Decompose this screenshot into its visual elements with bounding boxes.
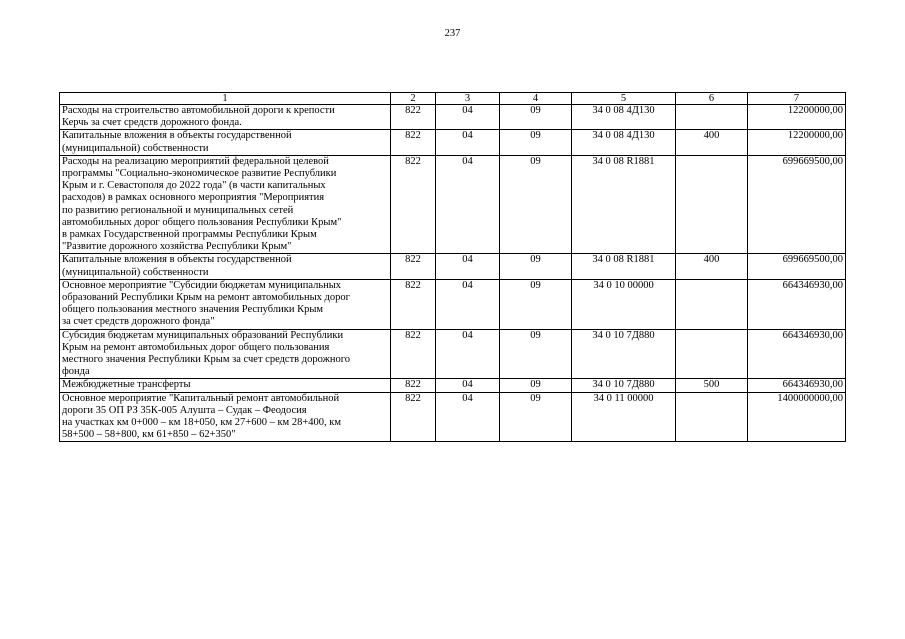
expense-type-cell: 500 [676, 379, 748, 392]
row-name-cell [60, 392, 391, 442]
row-name-cell [60, 279, 391, 329]
section-cell: 04 [436, 379, 500, 392]
target-article-cell: 34 0 11 00000 [572, 392, 676, 442]
subsection-cell: 09 [500, 130, 572, 155]
row-name-line: общего пользования местного значения Республики Крым [62, 304, 324, 316]
row-name-line: Капитальные вложения в объекты государственной [62, 130, 292, 142]
subsection-cell: 09 [500, 279, 572, 329]
row-name-line: расходов) в рамках основного мероприятия "Мероприятия [62, 192, 325, 204]
row-name-line: по развитию региональной и муниципальных сетей [62, 204, 294, 216]
row-name-line: Межбюджетные трансферты [62, 379, 191, 391]
row-name-line: автомобильных дорог общего пользования Республики Крым" [62, 216, 342, 228]
expense-type-cell [676, 105, 748, 130]
section-cell: 04 [436, 105, 500, 130]
main-code-cell: 822 [391, 392, 436, 442]
row-name-line: "Развитие дорожного хозяйства Республики Крым" [62, 241, 292, 253]
table-row [60, 254, 846, 279]
target-article-cell: 34 0 08 R1881 [572, 155, 676, 254]
subsection-cell: 09 [500, 105, 572, 130]
table-row [60, 155, 846, 254]
target-article-cell: 34 0 08 R1881 [572, 254, 676, 279]
row-name-line: 58+500 – 58+800, км 61+850 – 62+350" [62, 429, 236, 441]
row-name-cell [60, 155, 391, 254]
header-cell: 6 [676, 93, 748, 105]
row-name-line: за счет средств дорожного фонда" [62, 316, 215, 328]
row-name-line: Крым на ремонт автомобильных дорог общего пользования [62, 341, 330, 353]
row-name-line: программы "Социально-экономическое развитие Республики [62, 168, 337, 180]
section-cell: 04 [436, 254, 500, 279]
row-name-line: Расходы на реализацию мероприятий федеральной целевой [62, 155, 329, 167]
amount-cell: 699669500,00 [748, 254, 846, 279]
row-name-line: Керчь за счет средств дорожного фонда. [62, 117, 242, 129]
amount-cell: 664346930,00 [748, 329, 846, 379]
header-cell: 1 [60, 93, 391, 105]
main-code-cell: 822 [391, 279, 436, 329]
row-name-line: Субсидия бюджетам муниципальных образований Республики [62, 329, 344, 341]
table-row [60, 392, 846, 442]
expense-type-cell [676, 155, 748, 254]
section-cell: 04 [436, 155, 500, 254]
table-row [60, 130, 846, 155]
subsection-cell: 09 [500, 155, 572, 254]
row-name-line: фонда [62, 366, 90, 378]
row-name-line: Капитальные вложения в объекты государственной [62, 254, 292, 266]
amount-cell: 12200000,00 [748, 130, 846, 155]
row-name-line: дороги 35 ОП РЗ 35К-005 Алушта – Судак – Феодосия [62, 404, 307, 416]
row-name-line: в рамках Государственной программы Республики Крым [62, 229, 317, 241]
table-row [60, 105, 846, 130]
row-name-line: образований Республики Крым на ремонт автомобильных дорог [62, 292, 350, 304]
expense-type-cell: 400 [676, 254, 748, 279]
header-cell: 2 [391, 93, 436, 105]
expense-type-cell: 400 [676, 130, 748, 155]
amount-cell: 699669500,00 [748, 155, 846, 254]
row-name-line: Крым и г. Севастополя до 2022 года" (в части капитальных [62, 180, 326, 192]
amount-cell: 12200000,00 [748, 105, 846, 130]
header-cell: 5 [572, 93, 676, 105]
amount-cell: 664346930,00 [748, 379, 846, 392]
row-name-cell [60, 329, 391, 379]
row-name-line: Расходы на строительство автомобильной дороги к крепости [62, 105, 335, 116]
expense-type-cell [676, 392, 748, 442]
main-code-cell: 822 [391, 379, 436, 392]
target-article-cell: 34 0 10 7Д880 [572, 329, 676, 379]
main-code-cell: 822 [391, 130, 436, 155]
section-cell: 04 [436, 329, 500, 379]
header-cell: 4 [500, 93, 572, 105]
budget-table [59, 92, 846, 442]
expense-type-cell [676, 279, 748, 329]
main-code-cell: 822 [391, 254, 436, 279]
main-code-cell: 822 [391, 329, 436, 379]
table-header-row [60, 93, 846, 105]
subsection-cell: 09 [500, 329, 572, 379]
amount-cell: 664346930,00 [748, 279, 846, 329]
main-code-cell: 822 [391, 155, 436, 254]
table-row [60, 279, 846, 329]
expense-type-cell [676, 329, 748, 379]
target-article-cell: 34 0 08 4Д130 [572, 105, 676, 130]
table-row [60, 379, 846, 392]
row-name-line: (муниципальной) собственности [62, 266, 209, 278]
main-code-cell: 822 [391, 105, 436, 130]
header-cell: 7 [748, 93, 846, 105]
table-row [60, 329, 846, 379]
subsection-cell: 09 [500, 392, 572, 442]
row-name-line: местного значения Республики Крым за счет средств дорожного [62, 354, 351, 366]
section-cell: 04 [436, 279, 500, 329]
row-name-line: Основное мероприятие "Субсидии бюджетам муниципальных [62, 279, 342, 291]
row-name-cell [60, 254, 391, 279]
row-name-cell [60, 379, 391, 392]
subsection-cell: 09 [500, 379, 572, 392]
row-name-line: Основное мероприятие "Капитальный ремонт автомобильной [62, 392, 340, 404]
row-name-cell [60, 105, 391, 130]
target-article-cell: 34 0 08 4Д130 [572, 130, 676, 155]
target-article-cell: 34 0 10 7Д880 [572, 379, 676, 392]
page-number: 237 [444, 28, 461, 39]
target-article-cell: 34 0 10 00000 [572, 279, 676, 329]
row-name-line: на участках км 0+000 – км 18+050, км 27+600 – км 28+400, км [62, 417, 341, 429]
header-cell: 3 [436, 93, 500, 105]
section-cell: 04 [436, 392, 500, 442]
section-cell: 04 [436, 130, 500, 155]
row-name-cell [60, 130, 391, 155]
amount-cell: 1400000000,00 [748, 392, 846, 442]
subsection-cell: 09 [500, 254, 572, 279]
row-name-line: (муниципальной) собственности [62, 142, 209, 154]
